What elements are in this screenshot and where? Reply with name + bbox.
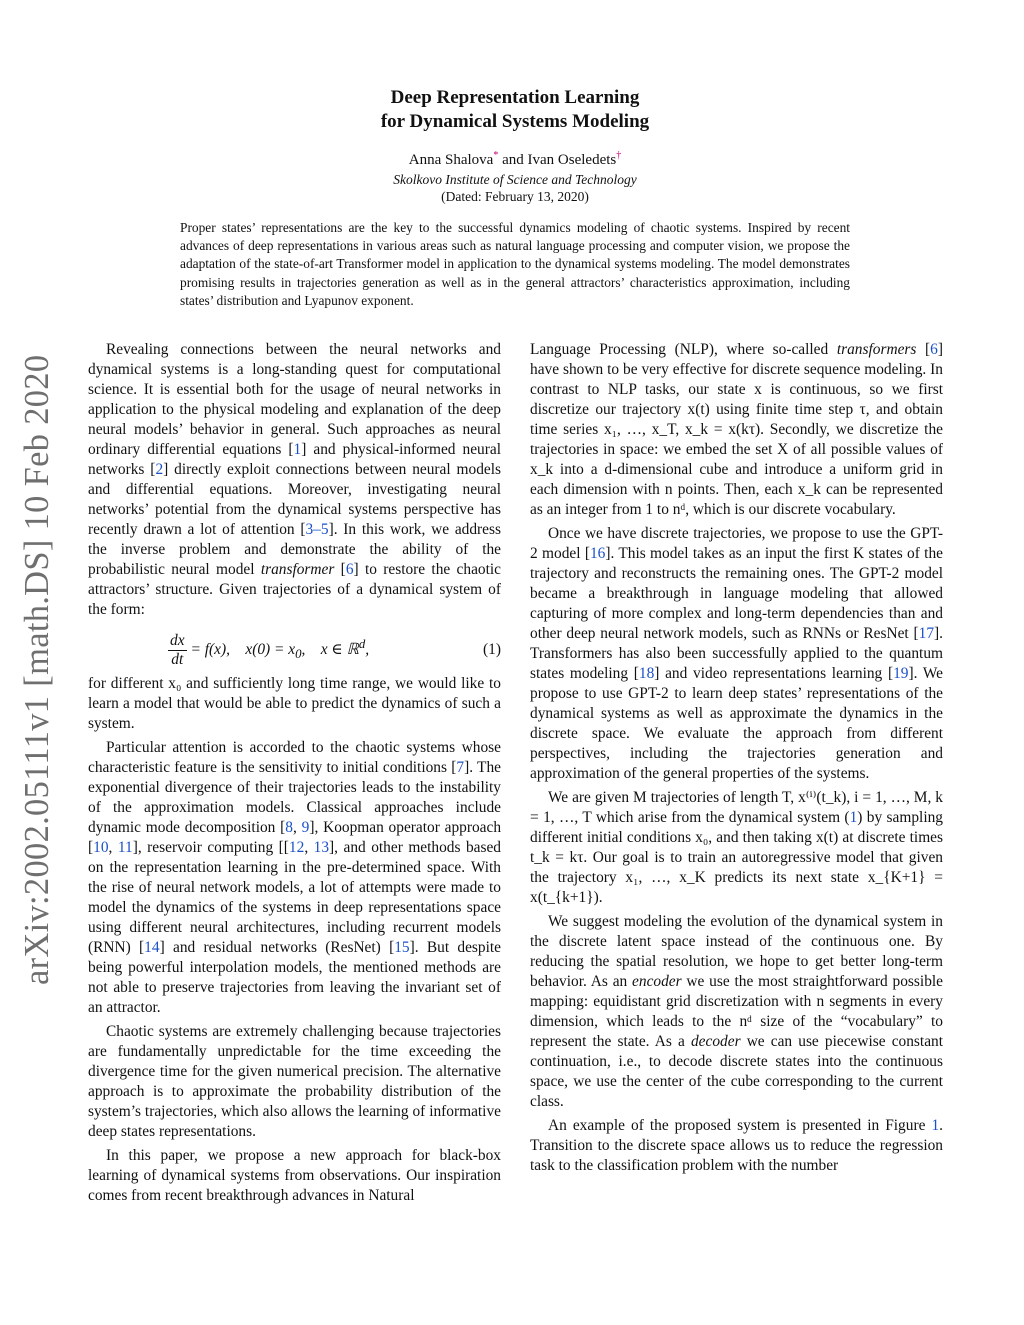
equation-1 <box>88 626 501 672</box>
citation-link[interactable]: 15 <box>394 939 410 956</box>
paper-title <box>180 86 850 134</box>
paragraph: We suggest modeling the evolution of the dynamical system in the discrete latent space instead of the continuous one. By reducing the spatial resolution, we hope to get better long-term behavior. As an encoder we use the most straightforward possible mapping: equidistant grid discretization with n segments in every dimension, which leads to the nᵈ size of the “vocabulary” to represent the state. As a decoder we can use piecewise constant continuation, i.e., to decode discrete states into the continuous space, we use the center of the cube corresponding to the current class. <box>530 913 943 1110</box>
citation-link[interactable]: 9 <box>301 819 310 836</box>
paragraph: Chaotic systems are extremely challenging because trajectories are fundamentally unpredictable for the time exceeding the divergence time for the given numerical precision. The alternative approach is to approximate the probability distribution of the system’s trajectories, which also allows the learning of informative deep states representations. <box>88 1023 501 1140</box>
paragraph: for different x₀ and sufficiently long time range, we would like to learn a model that would be able to predict the dynamics of such a system. <box>88 675 501 732</box>
author-1-footnote-link[interactable]: * <box>493 150 499 161</box>
paragraph: We are given M trajectories of length T, x⁽ⁱ⁾(t_k), i = 1, …, M, k = 1, …, T which arise from the dynamical system (1) by sampling different initial conditions x₀, and then taking x(t) at discrete times t_k = kτ. Our goal is to train an autoregressive model that given the trajectory x₁, …, x_K predicts its next state x_{K+1} = x(t_{k+1}). <box>530 789 943 906</box>
affiliation: Skolkovo Institute of Science and Technology <box>393 172 637 187</box>
title-line-2: for Dynamical Systems Modeling <box>380 111 650 132</box>
paragraph: Particular attention is accorded to the chaotic systems whose characteristic feature is the sensitivity to initial conditions [7]. The exponential divergence of their trajectories leads to the instability of the approximation models. Classical approaches include dynamic mode decomposition [8, 9], Koopman operator approach [10, 11], reservoir computing [[12, 13], and other methods based on the representation learning in the pre-determined space. With the rise of neural network models, a lot of attempts were made to model the dynamics of the systems in deep representations space using different neural architectures, including recurrent models (RNN) [14] and residual networks (ResNet) [15]. But despite being powerful interpolation models, the mentioned methods are not able to preserve trajectories from leaving the invariant set of an attractor. <box>88 739 502 1016</box>
figure-link[interactable]: 1 <box>931 1117 940 1134</box>
author-and: and <box>502 152 524 168</box>
citation-link[interactable]: 7 <box>456 759 465 776</box>
citation-link[interactable]: 6 <box>930 341 938 358</box>
paragraph: Once we have discrete trajectories, we propose to use the GPT-2 model [16]. This model takes as an input the first K states of the trajectory and reconstructs the remaining ones. The GPT-2 model became a breakthrough in language modeling that allowed capturing of more complex and long-term dependencies than and other deep neural network models, such as RNNs or ResNet [17]. Transformers has also been successfully applied to the quantum states modeling [18] and video representations learning [19]. We propose to use GPT-2 to learn deep states’ representations of the dynamical systems as well as approximate the dynamics in the discrete space. We evaluate the approach from different perspectives, including the trajectories generation and approximation of the general properties of the systems. <box>530 525 943 782</box>
author-2-footnote-link[interactable]: † <box>616 150 622 161</box>
citation-link[interactable]: 12 <box>288 839 305 856</box>
citation-link[interactable]: 13 <box>313 839 330 856</box>
citation-link[interactable]: 1 <box>293 441 302 458</box>
citation-link[interactable]: 19 <box>893 665 909 682</box>
right-column <box>530 340 943 1180</box>
title-line-1: Deep Representation Learning <box>390 87 640 108</box>
paragraph: An example of the proposed system is presented in Figure 1. Transition to the discrete space allows us to reduce the regression task to the classification problem with the number <box>530 1117 943 1174</box>
citation-link[interactable]: 16 <box>589 545 606 562</box>
citation-link[interactable]: 3–5 <box>305 521 329 538</box>
citation-link[interactable]: 10 <box>93 839 109 856</box>
paragraph: Language Processing (NLP), where so-called transformers [6] have shown to be very effective for discrete sequence modeling. In contrast to NLP tasks, our state x is continuous, so we first discretize our trajectory x(t) using finite time step τ, and obtain time series x₁, …, x_T, x_k = x(kτ). Secondly, we discretize the trajectories in space: we embed the set X of all possible values of x_k into a d-dimensional cube and introduce a uniform grid in each dimension with n points. Then, each x_k can be represented as an integer from 1 to nᵈ, which is our discrete vocabulary. <box>530 341 943 518</box>
citation-link[interactable]: 11 <box>117 839 133 856</box>
authors <box>180 150 850 169</box>
citation-link[interactable]: 17 <box>918 625 935 642</box>
paragraph: In this paper, we propose a new approach for black-box learning of dynamical systems from observations. Our inspiration comes from recent breakthrough advances in Natural <box>88 1147 501 1204</box>
paragraph: Revealing connections between the neural networks and dynamical systems is a long-standing quest for computational science. It is essential both for the usage of neural networks in application to the physical modeling and explanation of the deep neural models’ behavior in general. Such approaches as neural ordinary differential equations [1] and physical-informed neural networks [2] directly exploit connections between neural models and differential equations. Moreover, investigating neural networks’ potential from the dynamical systems perspective has recently drawn a lot of attention [3–5]. In this work, we address the inverse problem and demonstrate the ability of the probabilistic neural model transformer [6] to restore the chaotic attractors’ structure. Given trajectories of a dynamical system of the form: <box>88 341 501 618</box>
equation-link[interactable]: 1 <box>849 809 858 826</box>
citation-link[interactable]: 6 <box>345 561 354 578</box>
author-1: Anna Shalova <box>408 152 494 168</box>
left-column <box>88 340 501 1210</box>
arxiv-identifier: arXiv:2002.05111v1 [math.DS] 10 Feb 2020 <box>18 354 56 985</box>
citation-link[interactable]: 2 <box>155 461 164 478</box>
abstract: Proper states’ representations are the key to the successful dynamics modeling of chaotic systems. Inspired by recent advances of deep representations in various areas such as natural language processing and computer vision, we propose the adaptation of the state-of-art Transformer model in application to the dynamical systems modeling. The model demonstrates promising results in trajectories generation as well as in the general attractors’ characteristics approximation, including states’ distribution and Lyapunov exponent. <box>180 220 850 308</box>
equation-number: (1) <box>483 641 501 658</box>
citation-link[interactable]: 14 <box>144 939 160 956</box>
citation-link[interactable]: 8 <box>285 819 293 836</box>
equation-body: $\frac{dx}{dt}$ = f(x), $x(0) = x_0$, x ∈ ℝ$^d$, <box>170 632 370 668</box>
author-2: Ivan Oseledets <box>527 152 617 168</box>
citation-link[interactable]: 18 <box>638 665 655 682</box>
dated: (Dated: February 13, 2020) <box>441 189 589 204</box>
